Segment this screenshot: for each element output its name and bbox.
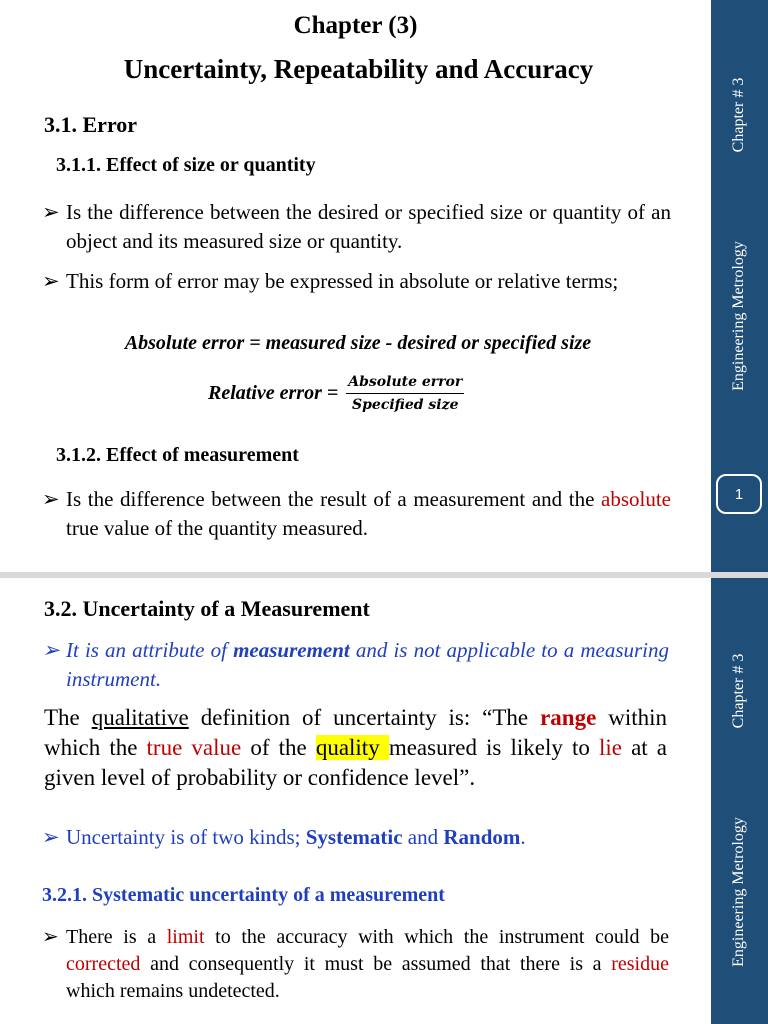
page-number-badge: 1 bbox=[716, 474, 762, 514]
bullet-arrow-icon: ➢ bbox=[42, 825, 60, 849]
bullet-item bbox=[42, 485, 671, 543]
bullet-arrow-icon: ➢ bbox=[42, 269, 60, 293]
bullet-item bbox=[42, 823, 669, 852]
fraction bbox=[346, 374, 464, 413]
bullet-arrow-icon: ➢ bbox=[42, 487, 60, 511]
bullet-text: It is an attribute of measurement and is not applicable to a measuring instrument. bbox=[66, 638, 669, 691]
relative-error-formula bbox=[208, 374, 464, 413]
fraction-denominator: Specified size bbox=[352, 397, 459, 413]
bullet-arrow-icon: ➢ bbox=[42, 638, 60, 662]
bullet-text: This form of error may be expressed in absolute or relative terms; bbox=[66, 269, 619, 293]
bullet-item bbox=[42, 267, 671, 296]
slide-title: Uncertainty, Repeatability and Accuracy bbox=[123, 54, 594, 84]
slide-2 bbox=[0, 578, 768, 1024]
chapter-heading: Chapter (3) bbox=[293, 12, 418, 39]
absolute-error-formula: Absolute error = measured size - desired or specified size bbox=[124, 332, 592, 354]
bullet-arrow-icon: ➢ bbox=[42, 200, 60, 224]
highlight-absolute: absolute bbox=[601, 487, 671, 511]
bullet-text: Is the difference between the result of a measurement and the absolute true value of the quantity measured. bbox=[66, 487, 671, 540]
bullet-text: There is a limit to the accuracy with which the instrument could be corrected and consequently it must be assumed that there is a residue which remains undetected. bbox=[66, 926, 669, 1002]
section-3-1-1-heading: 3.1.1. Effect of size or quantity bbox=[56, 154, 316, 176]
uncertainty-definition: The qualitative definition of uncertainty is: “The range within which the true value of the quality measured is likely to lie at a given level of probability or confidence level”. bbox=[44, 705, 668, 790]
section-3-1-heading: 3.1. Error bbox=[44, 112, 138, 137]
relative-error-label: Relative error = bbox=[208, 382, 339, 404]
bullet-item bbox=[42, 924, 669, 1005]
section-3-2-heading: 3.2. Uncertainty of a Measurement bbox=[44, 596, 370, 621]
section-3-1-2-heading: 3.1.2. Effect of measurement bbox=[56, 444, 299, 466]
sidebar-chapter-label: Chapter # 3 bbox=[730, 77, 747, 153]
bullet-item bbox=[42, 198, 671, 256]
sidebar-course-label: Engineering Metrology bbox=[730, 241, 747, 391]
bullet-arrow-icon: ➢ bbox=[42, 926, 59, 948]
bullet-item bbox=[42, 636, 669, 694]
section-3-2-1-heading: 3.2.1. Systematic uncertainty of a measurement bbox=[42, 884, 445, 906]
bullet-text: Uncertainty is of two kinds; Systematic and Random. bbox=[66, 825, 526, 849]
sidebar bbox=[711, 578, 768, 1024]
sidebar-chapter-label: Chapter # 3 bbox=[730, 653, 747, 729]
bullet-text: Is the difference between the desired or specified size or quantity of an object and its measured size or quantity. bbox=[66, 200, 671, 253]
sidebar-course-label: Engineering Metrology bbox=[730, 817, 747, 967]
fraction-numerator: Absolute error bbox=[346, 374, 464, 394]
